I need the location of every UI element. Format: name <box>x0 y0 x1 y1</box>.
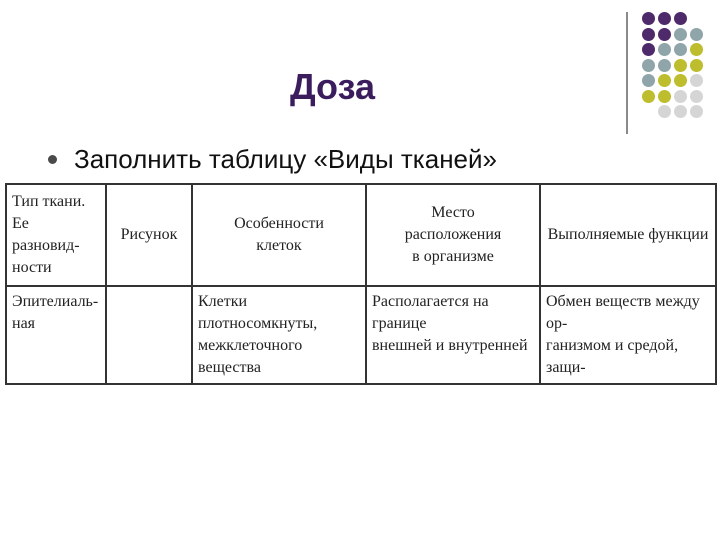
decor-dot <box>658 105 671 118</box>
decor-dot <box>674 43 687 56</box>
header-cell-features: Особенности клеток <box>192 184 366 286</box>
bullet-icon <box>48 155 57 164</box>
tissue-table-image <box>5 183 715 376</box>
table-header-row <box>6 184 716 286</box>
decor-dot <box>674 90 687 103</box>
slide-title: Доза <box>289 66 376 107</box>
decor-dot <box>690 28 703 41</box>
header-location: Место расположения в организме <box>366 184 540 286</box>
decor-dot <box>658 74 671 87</box>
decor-dot <box>690 59 703 72</box>
decor-dot <box>658 90 671 103</box>
header-drawing: Рисунок <box>106 184 192 286</box>
decor-dot <box>658 28 671 41</box>
decor-dot <box>690 90 703 103</box>
tissue-types-table <box>5 183 717 385</box>
decorative-dot-grid <box>636 8 720 128</box>
cell-tissue-type: Эпителиаль- ная <box>6 286 106 384</box>
decor-dot <box>642 43 655 56</box>
decor-dot <box>674 59 687 72</box>
cell-drawing <box>106 286 192 384</box>
cell-cell-features: Клетки плотносомкнуты, межклеточного вещества <box>192 286 366 384</box>
header-functions: Выполняемые функции <box>540 184 716 286</box>
decor-dot <box>642 90 655 103</box>
decor-dot <box>642 74 655 87</box>
decor-dot <box>674 28 687 41</box>
decor-dot <box>642 28 655 41</box>
cell-location: Располагается на границе внешней и внутренней <box>366 286 540 384</box>
bullet-text: Заполнить таблицу «Виды тканей» <box>74 144 497 174</box>
decor-dot <box>674 74 687 87</box>
decor-dot <box>658 43 671 56</box>
decor-dot <box>674 105 687 118</box>
decor-dot <box>658 59 671 72</box>
cell-functions: Обмен веществ между ор- ганизмом и средой, защи- <box>540 286 716 384</box>
header-tissue-type: Тип ткани. Ее разновид- ности <box>6 184 106 286</box>
decor-dot <box>690 74 703 87</box>
decor-dot <box>658 12 671 25</box>
divider-line <box>626 12 628 134</box>
decor-dot <box>642 12 655 25</box>
table-row <box>6 286 716 384</box>
decor-dot <box>690 43 703 56</box>
decor-dot <box>674 12 687 25</box>
decor-dot <box>642 59 655 72</box>
decor-dot <box>690 105 703 118</box>
